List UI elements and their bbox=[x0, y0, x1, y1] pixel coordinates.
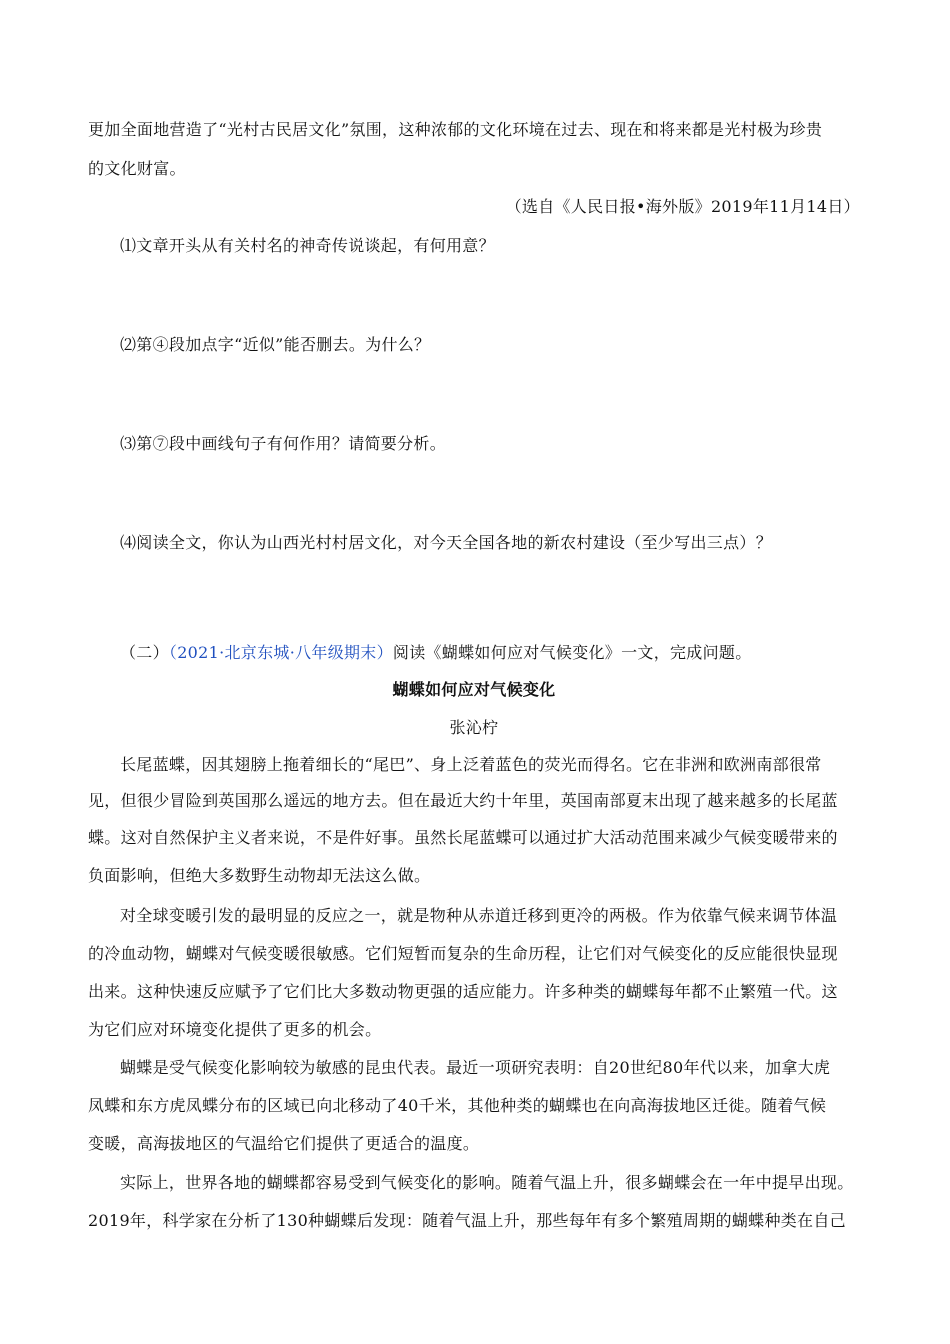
paragraph-line: 对全球变暖引发的最明显的反应之一，就是物种从赤道迁移到更冷的两极。作为依靠气候来调节体温 bbox=[120, 906, 838, 925]
source-tag: （2021·北京东城·八年级期末） bbox=[168, 643, 393, 662]
paragraph-line: 见，但很少冒险到英国那么遥远的地方去。但在最近大约十年里，英国南部夏末出现了越来越多的长尾蓝 bbox=[88, 791, 838, 810]
paragraph-line: 实际上，世界各地的蝴蝶都容易受到气候变化的影响。随着气温上升，很多蝴蝶会在一年中提早出现。 bbox=[120, 1173, 854, 1192]
question-4: ⑷阅读全文，你认为山西光村村居文化，对今天全国各地的新农村建设（至少写出三点）？ bbox=[120, 533, 773, 552]
article-source: （选自《人民日报•海外版》2019年11月14日） bbox=[505, 197, 860, 216]
paragraph-line: 2019年，科学家在分析了130种蝴蝶后发现：随着气温上升，那些每年有多个繁殖周期的蝴蝶种类在自己 bbox=[88, 1211, 846, 1230]
paragraph-line: 凤蝶和东方虎凤蝶分布的区域已向北移动了40千米，其他种类的蝴蝶也在向高海拔地区迁徙。随着气候 bbox=[88, 1096, 827, 1115]
article-title: 蝴蝶如何应对气候变化 bbox=[392, 680, 556, 699]
section-number: （二） bbox=[120, 643, 169, 662]
article-author: 张沁柠 bbox=[449, 718, 499, 737]
paragraph-line: 变暖，高海拔地区的气温给它们提供了更适合的温度。 bbox=[88, 1134, 480, 1153]
paragraph-line: 蝴蝶是受气候变化影响较为敏感的昆虫代表。最近一项研究表明：自20世纪80年代以来，加拿大虎 bbox=[120, 1058, 831, 1077]
paragraph-line: 蝶。这对自然保护主义者来说，不是件好事。虽然长尾蓝蝶可以通过扩大活动范围来减少气候变暖带来的 bbox=[88, 828, 838, 847]
section-instruction: 阅读《蝴蝶如何应对气候变化》一文，完成问题。 bbox=[392, 643, 752, 662]
question-2: ⑵第④段加点字“近似”能否删去。为什么？ bbox=[120, 335, 431, 354]
paragraph-line: 长尾蓝蝶，因其翅膀上拖着细长的“尾巴”、身上泛着蓝色的荧光而得名。它在非洲和欧洲南部很常 bbox=[120, 755, 822, 774]
text-line: 的文化财富。 bbox=[88, 159, 186, 178]
question-3: ⑶第⑦段中画线句子有何作用？请简要分析。 bbox=[120, 434, 447, 453]
paragraph-line: 为它们应对环境变化提供了更多的机会。 bbox=[88, 1020, 382, 1039]
question-1: ⑴文章开头从有关村名的神奇传说谈起，有何用意？ bbox=[120, 236, 495, 255]
section-heading bbox=[120, 643, 860, 663]
paragraph-line: 出来。这种快速反应赋予了它们比大多数动物更强的适应能力。许多种类的蝴蝶每年都不止繁殖一代。这 bbox=[88, 982, 838, 1001]
paragraph-line: 的冷血动物，蝴蝶对气候变暖很敏感。它们短暂而复杂的生命历程，让它们对气候变化的反应能很快显现 bbox=[88, 944, 838, 963]
text-line: 更加全面地营造了“光村古民居文化”氛围，这种浓郁的文化环境在过去、现在和将来都是光村极为珍贵 bbox=[88, 120, 823, 139]
paragraph-line: 负面影响，但绝大多数野生动物却无法这么做。 bbox=[88, 866, 431, 885]
